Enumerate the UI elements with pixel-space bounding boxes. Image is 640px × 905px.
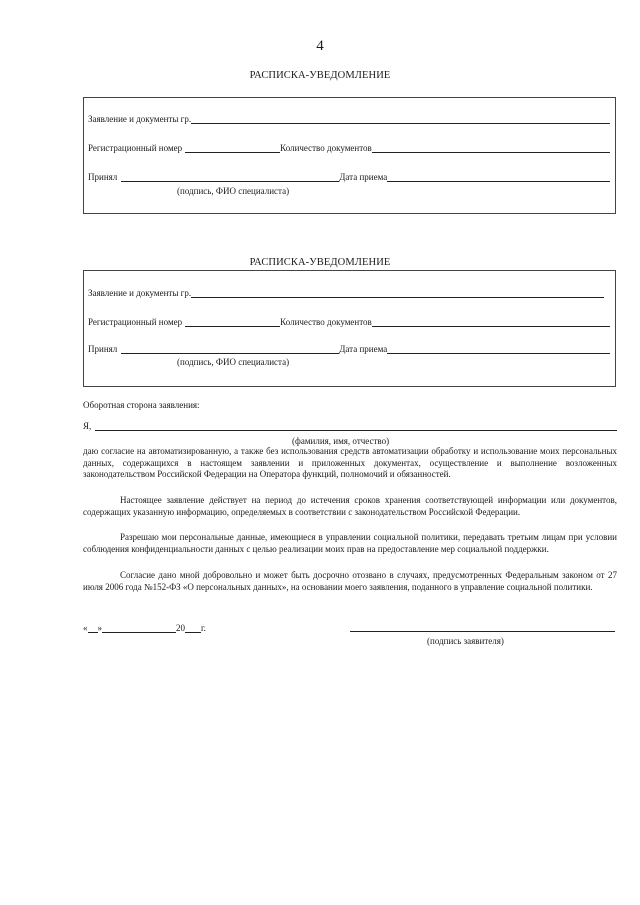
year-field[interactable] <box>185 623 201 633</box>
accepted-row <box>88 344 610 354</box>
receipt-box <box>83 270 616 387</box>
date-close-quote: » <box>97 623 102 633</box>
doc-count-field[interactable] <box>372 317 610 327</box>
date-open-quote: « <box>83 623 88 633</box>
name-row <box>83 421 617 431</box>
accepted-label: Принял <box>88 344 118 354</box>
reverse-side-heading: Оборотная сторона заявления: <box>83 400 200 410</box>
reg-number-field[interactable] <box>185 143 280 153</box>
year-suffix: г. <box>201 623 206 633</box>
year-prefix: 20 <box>176 623 185 633</box>
full-name-field[interactable] <box>95 421 617 431</box>
applicant-signature-field[interactable] <box>350 622 615 632</box>
receipt-title: РАСПИСКА-УВЕДОМЛЕНИЕ <box>249 70 391 81</box>
applicant-signature-caption: (подпись заявителя) <box>427 636 504 646</box>
doc-count-label: Количество документов <box>280 317 372 327</box>
reg-row <box>88 317 610 327</box>
accepted-field[interactable] <box>121 344 339 354</box>
reg-number-label: Регистрационный номер <box>88 317 183 327</box>
validity-paragraph: Настоящее заявление действует на период до истечения сроков хранения соответствующей информации или документов, содержащих указанную информацию, определяемых в соответствии с законодательством Российской Федерации. <box>83 495 617 517</box>
revocation-paragraph: Согласие дано мной добровольно и может быть досрочно отозвано в случаях, предусмотренных Федеральным законом от 27 июля 2006 года №152-ФЗ «О персональных данных», на основании моего заявления, поданного в управление социальной политики. <box>83 570 617 592</box>
date-label: Дата приема <box>339 344 388 354</box>
date-field[interactable] <box>387 172 610 182</box>
transfer-paragraph: Разрешаю мои персональные данные, имеющиеся в управлении социальной политики, передавать третьим лицам при условии соблюдения конфиденциальности данных с целью реализации моих прав на предоставление мер социальной поддержки. <box>83 532 617 554</box>
applicant-field[interactable] <box>191 288 604 298</box>
page-number: 4 <box>316 38 324 54</box>
reg-number-field[interactable] <box>185 317 280 327</box>
name-caption: (фамилия, имя, отчество) <box>292 436 390 446</box>
receipt-title: РАСПИСКА-УВЕДОМЛЕНИЕ <box>249 257 391 268</box>
accepted-label: Принял <box>88 172 118 182</box>
applicant-row <box>88 114 610 124</box>
doc-count-field[interactable] <box>372 143 610 153</box>
doc-count-label: Количество документов <box>280 143 372 153</box>
applicant-field[interactable] <box>191 114 610 124</box>
applicant-row <box>88 288 604 298</box>
consent-paragraph: даю согласие на автоматизированную, а также без использования средств автоматизации обработку и использование моих персональных данных, содержащихся в настоящем заявлении и приложенных документах, осуществление и выполнение возложенных законодательством Российской Федерации на Оператора функций, полномочий и обязанностей. <box>83 446 617 480</box>
accepted-row <box>88 172 610 182</box>
month-field[interactable] <box>102 623 176 633</box>
reg-number-label: Регистрационный номер <box>88 143 183 153</box>
date-label: Дата приема <box>339 172 388 182</box>
applicant-label: Заявление и документы гр. <box>88 114 192 124</box>
day-field[interactable] <box>88 623 98 633</box>
reg-row <box>88 143 610 153</box>
date-row <box>83 623 206 633</box>
date-field[interactable] <box>387 344 610 354</box>
signature-caption: (подпись, ФИО специалиста) <box>177 357 290 367</box>
applicant-label: Заявление и документы гр. <box>88 288 192 298</box>
signature-caption: (подпись, ФИО специалиста) <box>177 186 290 196</box>
receipt-box <box>83 97 616 214</box>
accepted-field[interactable] <box>121 172 339 182</box>
i-label: Я, <box>83 421 92 431</box>
